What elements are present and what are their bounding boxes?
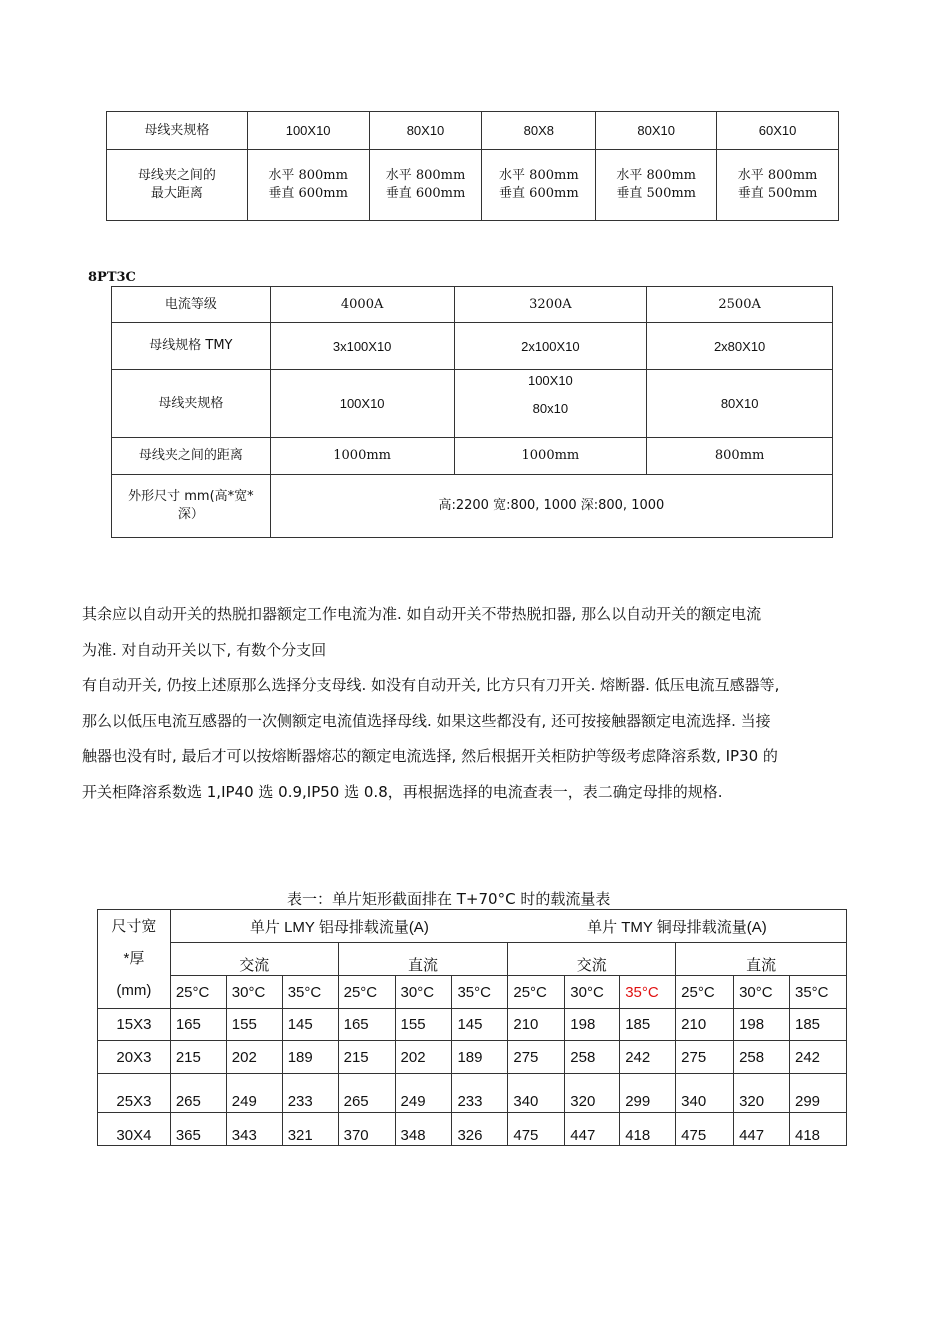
temp-header: 25°C xyxy=(170,976,226,1009)
busbar-spec-3200: 2x100X10 xyxy=(454,323,647,370)
al-dc-header: 直流 xyxy=(338,943,508,976)
8pt3c-table xyxy=(111,286,833,538)
table-row xyxy=(98,1113,847,1146)
corner-line-2: *厚 xyxy=(123,950,145,967)
clip-spec-label: 母线夹规格 xyxy=(112,370,271,438)
max-distance-label-line-1: 母线夹之间的 xyxy=(137,168,216,183)
value-cell: 447 xyxy=(734,1113,790,1146)
value-cell: 348 xyxy=(395,1113,452,1146)
temp-header-highlighted: 35°C xyxy=(620,976,676,1009)
temp-header: 25°C xyxy=(338,976,395,1009)
temp-header: 30°C xyxy=(226,976,282,1009)
table-row xyxy=(98,1074,847,1113)
cu-dc-header: 直流 xyxy=(676,943,847,976)
distance-cell xyxy=(247,150,369,221)
current-rating-label: 电流等级 xyxy=(112,287,271,323)
paragraph-line: 触器也没有时, 最后才可以按熔断器熔芯的额定电流选择, 然后根据开关柜防护等级考虑降溶系数, IP30 的 xyxy=(82,747,778,765)
value-cell: 215 xyxy=(170,1041,226,1074)
value-cell: 198 xyxy=(734,1009,790,1041)
corner-line-1: 尺寸宽 xyxy=(111,918,157,935)
value-cell: 145 xyxy=(282,1009,338,1041)
value-cell: 475 xyxy=(676,1113,734,1146)
value-cell: 321 xyxy=(282,1113,338,1146)
temp-header: 30°C xyxy=(734,976,790,1009)
copper-group-header: 单片 TMY 铜母排载流量(A) xyxy=(508,910,847,943)
clip-distance-label: 母线夹之间的距离 xyxy=(112,438,271,475)
value-cell: 340 xyxy=(676,1074,734,1113)
temp-header: 35°C xyxy=(789,976,846,1009)
value-cell: 165 xyxy=(170,1009,226,1041)
section-title-8pt3c: 8PT3C xyxy=(88,270,136,285)
value-cell: 265 xyxy=(338,1074,395,1113)
dimensions-label-line-1: 外形尺寸 mm(高*宽* xyxy=(128,489,254,504)
size-cell: 30X4 xyxy=(98,1113,171,1146)
size-cell: 25X3 xyxy=(98,1074,171,1113)
value-cell: 418 xyxy=(620,1113,676,1146)
value-cell: 365 xyxy=(170,1113,226,1146)
vertical-distance: 垂直 600mm xyxy=(268,186,348,201)
dimensions-value: 高:2200 宽:800, 1000 深:800, 1000 xyxy=(270,475,832,538)
paragraph-line: 有自动开关, 仍按上述原那么选择分支母线. 如没有自动开关, 比方只有刀开关. 熔断器. 低压电流互感器等, xyxy=(82,676,780,694)
max-distance-label-line-2: 最大距离 xyxy=(150,186,203,201)
busbar-spec-2500: 2x80X10 xyxy=(647,323,833,370)
value-cell: 370 xyxy=(338,1113,395,1146)
value-cell: 320 xyxy=(565,1074,620,1113)
value-cell: 155 xyxy=(226,1009,282,1041)
value-cell: 249 xyxy=(395,1074,452,1113)
value-cell: 233 xyxy=(282,1074,338,1113)
clip-spec-header: 母线夹规格 xyxy=(107,112,248,150)
horizontal-distance: 水平 800mm xyxy=(499,168,579,183)
value-cell: 265 xyxy=(170,1074,226,1113)
value-cell: 249 xyxy=(226,1074,282,1113)
value-cell: 185 xyxy=(620,1009,676,1041)
clip-spec-col-2: 80X10 xyxy=(369,112,482,150)
value-cell: 418 xyxy=(789,1113,846,1146)
value-cell: 165 xyxy=(338,1009,395,1041)
value-cell: 340 xyxy=(508,1074,565,1113)
size-cell: 15X3 xyxy=(98,1009,171,1041)
cu-ac-header: 交流 xyxy=(508,943,676,976)
clip-distance-3200: 1000mm xyxy=(454,438,647,475)
clip-spec-3200-b: 80x10 xyxy=(532,401,569,416)
temp-header: 25°C xyxy=(508,976,565,1009)
value-cell: 343 xyxy=(226,1113,282,1146)
distance-cell xyxy=(717,150,839,221)
horizontal-distance: 水平 800mm xyxy=(616,168,696,183)
value-cell: 320 xyxy=(734,1074,790,1113)
aluminum-group-header: 单片 LMY 铝母排载流量(A) xyxy=(170,910,508,943)
paragraph-line: 其余应以自动开关的热脱扣器额定工作电流为准. 如自动开关不带热脱扣器, 那么以自动开关的额定电流 xyxy=(82,605,762,623)
clip-spec-col-1: 100X10 xyxy=(247,112,369,150)
clip-distance-2500: 800mm xyxy=(647,438,833,475)
value-cell: 258 xyxy=(734,1041,790,1074)
vertical-distance: 垂直 600mm xyxy=(385,186,466,201)
clip-spec-col-5: 60X10 xyxy=(717,112,839,150)
table-row xyxy=(98,1041,847,1074)
busbar-spec-4000: 3x100X10 xyxy=(270,323,454,370)
value-cell: 202 xyxy=(395,1041,452,1074)
clip-spec-4000: 100X10 xyxy=(270,370,454,438)
horizontal-distance: 水平 800mm xyxy=(385,168,466,183)
value-cell: 145 xyxy=(452,1009,508,1041)
value-cell: 242 xyxy=(620,1041,676,1074)
distance-cell xyxy=(482,150,596,221)
value-cell: 202 xyxy=(226,1041,282,1074)
clip-spec-3200 xyxy=(454,370,647,438)
value-cell: 299 xyxy=(620,1074,676,1113)
clip-spec-3200-a: 100X10 xyxy=(527,373,573,388)
vertical-distance: 垂直 600mm xyxy=(499,186,579,201)
value-cell: 242 xyxy=(789,1041,846,1074)
vertical-distance: 垂直 500mm xyxy=(737,186,818,201)
value-cell: 258 xyxy=(565,1041,620,1074)
value-cell: 233 xyxy=(452,1074,508,1113)
horizontal-distance: 水平 800mm xyxy=(737,168,818,183)
value-cell: 447 xyxy=(565,1113,620,1146)
size-cell: 20X3 xyxy=(98,1041,171,1074)
temp-header: 25°C xyxy=(676,976,734,1009)
corner-line-3: (mm) xyxy=(116,982,152,999)
value-cell: 326 xyxy=(452,1113,508,1146)
dimensions-label xyxy=(112,475,271,538)
temp-header: 30°C xyxy=(395,976,452,1009)
value-cell: 210 xyxy=(508,1009,565,1041)
clip-spec-col-4: 80X10 xyxy=(596,112,717,150)
clip-spacing-table xyxy=(106,111,839,221)
current-rating-4000: 4000A xyxy=(270,287,454,323)
current-capacity-table xyxy=(97,909,847,1146)
clip-distance-4000: 1000mm xyxy=(270,438,454,475)
table-row xyxy=(98,1009,847,1041)
body-paragraph xyxy=(82,597,864,810)
value-cell: 475 xyxy=(508,1113,565,1146)
temp-header: 30°C xyxy=(565,976,620,1009)
value-cell: 198 xyxy=(565,1009,620,1041)
value-cell: 189 xyxy=(452,1041,508,1074)
distance-cell xyxy=(596,150,717,221)
clip-spec-2500: 80X10 xyxy=(647,370,833,438)
temp-header: 35°C xyxy=(452,976,508,1009)
value-cell: 189 xyxy=(282,1041,338,1074)
distance-cell xyxy=(369,150,482,221)
dimensions-label-line-2: 深） xyxy=(177,507,204,522)
vertical-distance: 垂直 500mm xyxy=(616,186,696,201)
value-cell: 155 xyxy=(395,1009,452,1041)
value-cell: 215 xyxy=(338,1041,395,1074)
al-ac-header: 交流 xyxy=(170,943,338,976)
value-cell: 210 xyxy=(676,1009,734,1041)
current-rating-2500: 2500A xyxy=(647,287,833,323)
current-rating-3200: 3200A xyxy=(454,287,647,323)
value-cell: 185 xyxy=(789,1009,846,1041)
clip-spec-col-3: 80X8 xyxy=(482,112,596,150)
max-distance-label xyxy=(107,150,248,221)
size-corner-header xyxy=(98,910,171,1009)
paragraph-line: 那么以低压电流互感器的一次侧额定电流值选择母线. 如果这些都没有, 还可按接触器额定电流选择. 当接 xyxy=(82,711,771,730)
value-cell: 299 xyxy=(789,1074,846,1113)
value-cell: 275 xyxy=(508,1041,565,1074)
table-1-caption: 表一：单片矩形截面排在 T+70°C 时的载流量表 xyxy=(287,890,611,908)
horizontal-distance: 水平 800mm xyxy=(268,168,348,183)
paragraph-line: 开关柜降溶系数选 1,IP40 选 0.9,IP50 选 0.8，再根据选择的电流查表一，表二确定母排的规格. xyxy=(82,782,723,801)
value-cell: 275 xyxy=(676,1041,734,1074)
busbar-spec-label: 母线规格 TMY xyxy=(112,323,271,370)
paragraph-line: 为准. 对自动开关以下, 有数个分支回 xyxy=(82,640,327,659)
temp-header: 35°C xyxy=(282,976,338,1009)
